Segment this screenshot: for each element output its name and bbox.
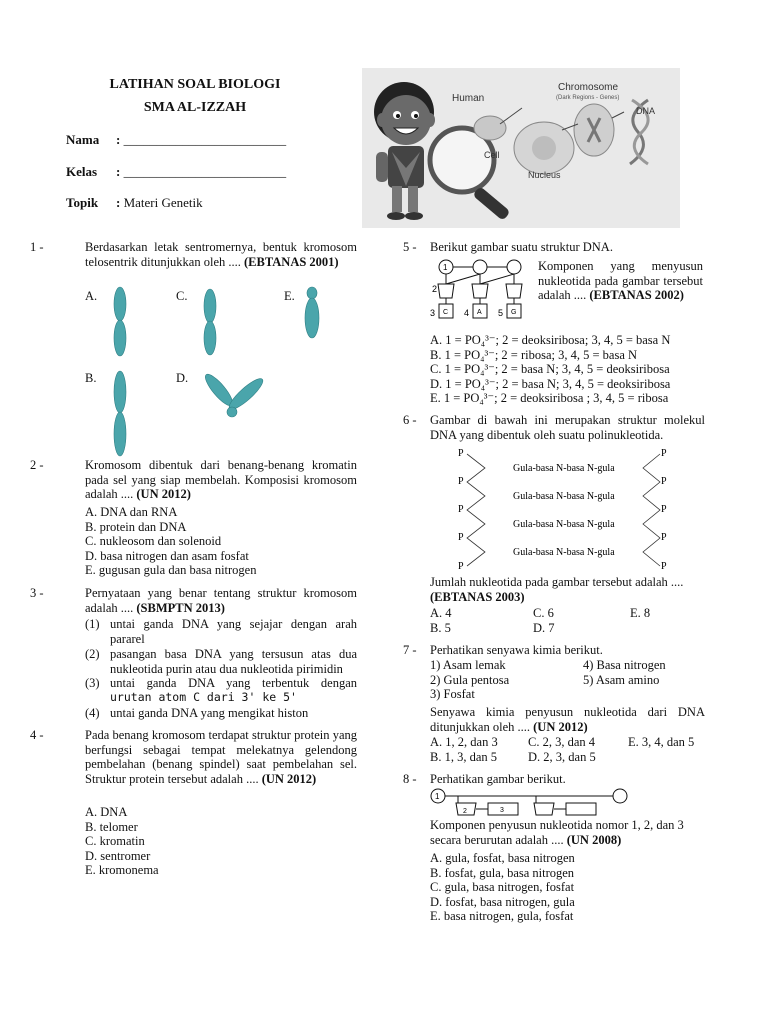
- svg-text:1: 1: [435, 792, 440, 801]
- q7-option-c[interactable]: C. 2, 3, dan 4: [528, 735, 596, 749]
- q5-number: 5 -: [403, 240, 417, 254]
- svg-text:P: P: [661, 504, 667, 515]
- kelas-field[interactable]: [66, 164, 286, 180]
- q5-side-text: [538, 259, 703, 303]
- q3-item-2-num: (2): [85, 647, 100, 661]
- q6-option-c[interactable]: C. 6: [533, 606, 554, 620]
- kelas-label: Kelas: [66, 164, 98, 179]
- q3-source: (SBMPTN 2013): [136, 600, 225, 615]
- school-name: SMA AL-IZZAH: [143, 100, 247, 115]
- q5-option-d[interactable]: D. 1 = PO₄³⁻; 2 = basa N; 3, 4, 5 = deoksiribosa: [430, 376, 671, 391]
- q7-question-text: Senyawa kimia penyusun nukleotida dari DNA ditunjukkan oleh ....: [430, 705, 705, 734]
- q3-number: 3 -: [30, 586, 44, 600]
- q7-source: (UN 2012): [533, 719, 588, 734]
- q8-number: 8 -: [403, 772, 417, 786]
- topik-label: Topik: [66, 195, 99, 210]
- q8-text: Perhatikan gambar berikut.: [430, 772, 566, 786]
- colon: :: [116, 164, 121, 179]
- chromosome-c: [198, 288, 222, 358]
- chromosome-e: [300, 286, 324, 340]
- svg-text:Gula-basa N-basa N-gula: Gula-basa N-basa N-gula: [513, 547, 615, 558]
- q7-item-5: 5) Asam amino: [583, 673, 660, 687]
- q7-item-4: 4) Basa nitrogen: [583, 658, 666, 672]
- q7-item-2: 2) Gula pentosa: [430, 673, 510, 687]
- q4-option-a[interactable]: A. DNA: [85, 805, 128, 819]
- q2-text: [85, 458, 357, 502]
- topik-value: Materi Genetik: [123, 195, 203, 210]
- label-dark-regions: (Dark Regions - Genes): [556, 95, 620, 101]
- nama-field[interactable]: [66, 132, 286, 148]
- nama-blank[interactable]: _________________________: [123, 132, 287, 147]
- q3-question: Pernyataan yang benar tentang struktur kromosom adalah ....: [85, 586, 357, 615]
- q3-item-2[interactable]: [85, 647, 357, 676]
- label-chromosome: Chromosome: [558, 82, 619, 93]
- q7-text: Perhatikan senyawa kimia berikut.: [430, 643, 603, 657]
- q2-option-e[interactable]: E. gugusan gula dan basa nitrogen: [85, 563, 257, 578]
- q5-question: Komponen yang menyusun nukleotida pada gambar tersebut adalah ....: [538, 259, 703, 303]
- chromosome-a: [108, 286, 132, 358]
- q3-item-3-text: untai ganda DNA yang terbentuk dengan: [110, 676, 357, 690]
- q1-label-e[interactable]: E.: [284, 289, 295, 303]
- chromosome-d: [196, 372, 268, 422]
- svg-text:P: P: [661, 561, 667, 572]
- q2-option-d[interactable]: D. basa nitrogen dan asam fosfat: [85, 548, 249, 563]
- label-dna: DNA: [636, 106, 656, 116]
- dna-structure-diagram: [428, 258, 528, 324]
- q2-option-a[interactable]: A. DNA dan RNA: [85, 505, 178, 519]
- svg-text:5: 5: [498, 308, 504, 318]
- q5-option-b[interactable]: B. 1 = PO₄³⁻; 2 = ribosa; 3, 4, 5 = basa N: [430, 347, 638, 362]
- label-human: Human: [452, 93, 485, 104]
- q8-options: [430, 851, 575, 924]
- worksheet-title: LATIHAN SOAL BIOLOGI: [109, 77, 281, 92]
- q6-question-text: Jumlah nukleotida pada gambar tersebut adalah ....: [430, 575, 684, 589]
- q3-item-4-num: (4): [85, 706, 100, 720]
- q3-item-3-num: (3): [85, 676, 100, 690]
- q3-item-4[interactable]: [85, 706, 357, 721]
- chromosome-b: [108, 370, 132, 458]
- svg-text:P: P: [458, 561, 464, 572]
- svg-text:3: 3: [500, 807, 504, 814]
- q2-option-c[interactable]: C. nukleosom dan solenoid: [85, 534, 222, 549]
- svg-text:P: P: [661, 532, 667, 543]
- q8-option-e[interactable]: E. basa nitrogen, gula, fosfat: [430, 909, 574, 924]
- polynucleotide-diagram: [455, 446, 685, 576]
- q5-source: (EBTANAS 2002): [589, 288, 684, 303]
- q7-item-3: 3) Fosfat: [430, 687, 475, 701]
- colon: :: [116, 132, 121, 147]
- svg-text:C: C: [443, 309, 449, 316]
- q5-options: [430, 333, 670, 406]
- svg-text:A: A: [477, 309, 482, 316]
- q2-source: (UN 2012): [136, 487, 191, 502]
- q4-option-c[interactable]: C. kromatin: [85, 834, 145, 849]
- q3-text: [85, 586, 357, 615]
- q6-source: (EBTANAS 2003): [430, 589, 525, 604]
- q6-question: [430, 575, 705, 604]
- q2-option-b[interactable]: B. protein dan DNA: [85, 519, 187, 534]
- q7-option-d[interactable]: D. 2, 3, dan 5: [528, 750, 596, 764]
- q8-option-d[interactable]: D. fosfat, basa nitrogen, gula: [430, 894, 575, 909]
- q3-item-1-num: (1): [85, 617, 100, 631]
- svg-text:P: P: [661, 476, 667, 487]
- svg-text:P: P: [458, 504, 464, 515]
- nama-label: Nama: [66, 132, 100, 147]
- q7-number: 7 -: [403, 643, 417, 657]
- svg-text:Gula-basa N-basa N-gula: Gula-basa N-basa N-gula: [513, 519, 615, 530]
- label-cell: Cell: [484, 150, 500, 160]
- q4-source: (UN 2012): [261, 771, 317, 786]
- svg-text:Gula-basa N-basa N-gula: Gula-basa N-basa N-gula: [513, 491, 615, 502]
- q4-question: Pada benang kromosom terdapat struktur protein yang berfungsi sebagai tempat melekatnya gelendong pembelahan (benang spindel) saat pembelahan sel. Struktur protein tersebut adalah ....: [85, 728, 357, 786]
- q8-option-a[interactable]: A. gula, fosfat, basa nitrogen: [430, 851, 575, 865]
- q1-source: (EBTANAS 2001): [244, 254, 339, 269]
- cell-shape: [474, 116, 506, 140]
- q6-option-a[interactable]: A. 4: [430, 606, 452, 620]
- svg-text:2: 2: [463, 808, 467, 815]
- svg-text:G: G: [511, 309, 517, 316]
- svg-text:P: P: [458, 476, 464, 487]
- q6-option-b[interactable]: B. 5: [430, 621, 451, 635]
- q2-question: Kromosom dibentuk dari benang-benang kromatin pada sel yang siap membelah. Komposisi kromosom adalah ....: [85, 458, 357, 502]
- q5-option-c[interactable]: C. 1 = PO₄³⁻; 2 = basa N; 3, 4, 5 = deoksiribosa: [430, 362, 670, 377]
- genetics-illustration: [362, 68, 680, 228]
- q2-options: [85, 505, 256, 578]
- q1-label-c[interactable]: C.: [176, 289, 188, 303]
- q3-item-3[interactable]: [85, 676, 357, 691]
- svg-text:1: 1: [443, 263, 448, 272]
- q8-question-text: Komponen penyusun nukleotida nomor 1, 2, dan 3 secara berurutan adalah ....: [430, 818, 684, 847]
- q8-option-b[interactable]: B. fosfat, gula, basa nitrogen: [430, 865, 575, 880]
- q4-option-b[interactable]: B. telomer: [85, 819, 138, 834]
- topik-field: [66, 195, 203, 211]
- svg-text:Gula-basa N-basa N-gula: Gula-basa N-basa N-gula: [513, 463, 615, 474]
- q5-option-a[interactable]: A. 1 = PO₄³⁻; 2 = deoksiribosa; 3, 4, 5 = basa N: [430, 333, 671, 347]
- q8-option-c[interactable]: C. gula, basa nitrogen, fosfat: [430, 880, 575, 895]
- q6-option-d[interactable]: D. 7: [533, 621, 555, 635]
- q8-source: (UN 2008): [566, 832, 622, 847]
- q1-label-a[interactable]: A.: [85, 289, 98, 303]
- q4-text: [85, 728, 357, 786]
- svg-text:2: 2: [432, 284, 438, 294]
- q3-item-1-text: untai ganda DNA yang sejajar dengan arah pararel: [110, 617, 357, 646]
- q1-text: [85, 240, 357, 269]
- q1-label-d[interactable]: D.: [176, 371, 189, 385]
- svg-text:P: P: [661, 448, 667, 459]
- q7-option-e[interactable]: E. 3, 4, dan 5: [628, 735, 695, 749]
- q8-question: [430, 818, 705, 847]
- q3-item-4-text: untai ganda DNA yang mengikat histon: [110, 706, 309, 720]
- q4-number: 4 -: [30, 728, 44, 742]
- q2-number: 2 -: [30, 458, 44, 472]
- kelas-blank[interactable]: _________________________: [123, 164, 287, 179]
- q5-text: Berikut gambar suatu struktur DNA.: [430, 240, 613, 254]
- svg-text:3: 3: [430, 308, 436, 318]
- q3-handwritten-note: urutan atom C dari 3' ke 5': [110, 690, 297, 704]
- q1-question: Berdasarkan letak sentromernya, bentuk kromosom telosentrik ditunjukkan oleh ....: [85, 240, 357, 269]
- q6-option-e[interactable]: E. 8: [630, 606, 651, 620]
- q4-option-e[interactable]: E. kromonema: [85, 863, 159, 878]
- svg-text:P: P: [458, 532, 464, 543]
- q1-number: 1 -: [30, 240, 44, 254]
- q7-option-b[interactable]: B. 1, 3, dan 5: [430, 750, 498, 764]
- q4-option-d[interactable]: D. sentromer: [85, 848, 151, 863]
- q3-item-2-text: pasangan basa DNA yang tersusun atas dua nukleotida purin atau dua nukleotida pirimidin: [110, 647, 357, 676]
- q6-number: 6 -: [403, 413, 417, 427]
- q1-label-b[interactable]: B.: [85, 371, 97, 385]
- q4-options: [85, 805, 159, 878]
- label-nucleus: Nucleus: [528, 170, 561, 180]
- q5-option-e[interactable]: E. 1 = PO₄³⁻; 2 = deoksiribosa ; 3, 4, 5 = ribosa: [430, 391, 669, 406]
- svg-text:4: 4: [464, 308, 470, 318]
- q7-item-1: 1) Asam lemak: [430, 658, 506, 672]
- svg-text:P: P: [458, 448, 464, 459]
- rung-labels: [513, 463, 615, 558]
- colon: :: [116, 195, 121, 210]
- q7-option-a[interactable]: A. 1, 2, dan 3: [430, 735, 498, 749]
- q7-question: [430, 705, 705, 734]
- q6-text: Gambar di bawah ini merupakan struktur molekul DNA yang dibentuk oleh suatu polinukleotida.: [430, 413, 705, 442]
- q3-item-1[interactable]: [85, 617, 357, 646]
- nucleotide-chain-diagram: [428, 787, 633, 817]
